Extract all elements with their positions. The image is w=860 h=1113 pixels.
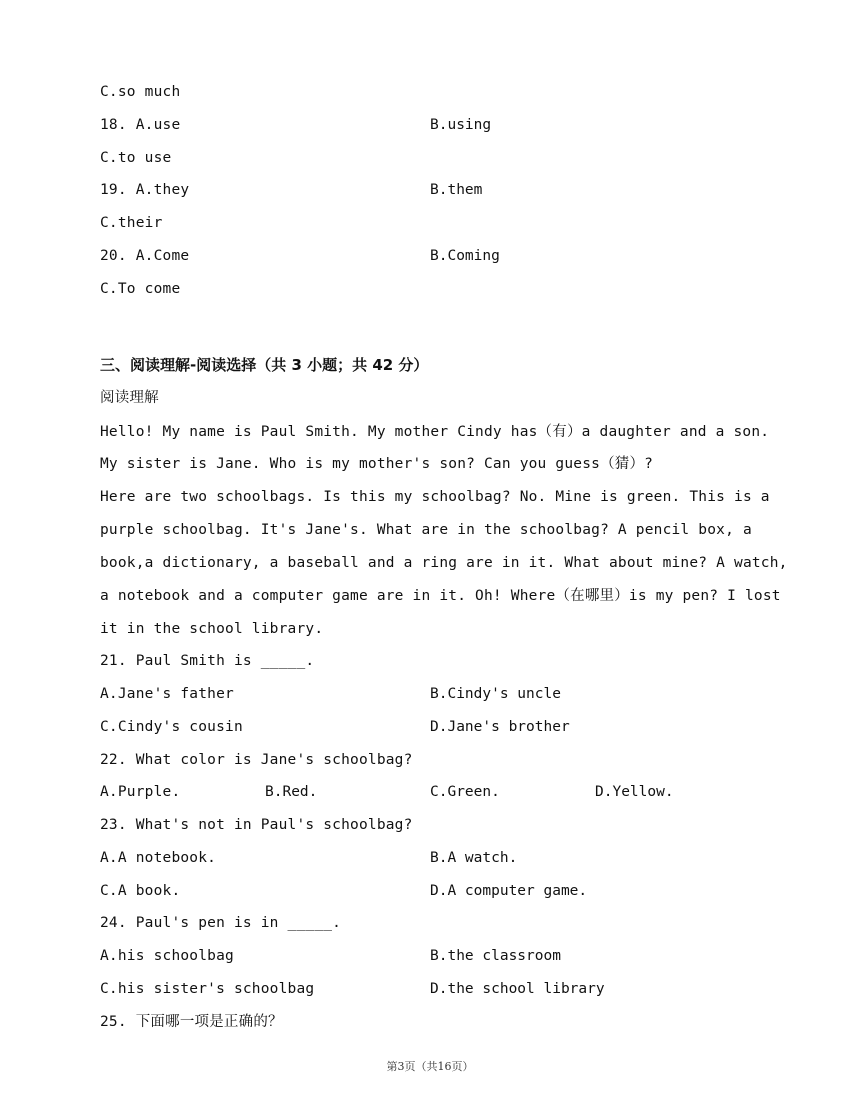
question-19-option-c: C.their bbox=[100, 215, 163, 231]
passage-line: it in the school library. bbox=[100, 621, 324, 637]
option-c-17: C.so much bbox=[100, 84, 181, 100]
question-21-stem: 21. Paul Smith is _____. bbox=[100, 653, 315, 669]
question-18-option-a: 18. A.use bbox=[100, 117, 181, 133]
question-24-option-c: C.his sister's schoolbag bbox=[100, 981, 315, 997]
question-19-option-b: B.them bbox=[430, 182, 483, 198]
passage-line: Here are two schoolbags. Is this my schoolbag? No. Mine is green. This is a bbox=[100, 489, 770, 505]
question-25-stem: 25. 下面哪一项是正确的？ bbox=[100, 1014, 283, 1030]
question-21-option-d: D.Jane's brother bbox=[430, 719, 570, 735]
question-22-option-d: D.Yellow. bbox=[595, 784, 674, 800]
question-23-option-b: B.A watch. bbox=[430, 850, 518, 866]
passage-line: Hello! My name is Paul Smith. My mother Cindy has（有）a daughter and a son. bbox=[100, 424, 770, 440]
question-18-option-c: C.to use bbox=[100, 150, 172, 166]
question-24-option-a: A.his schoolbag bbox=[100, 948, 234, 964]
question-18-option-b: B.using bbox=[430, 117, 492, 133]
question-20-option-b: B.Coming bbox=[430, 248, 500, 264]
question-23-option-c: C.A book. bbox=[100, 883, 181, 899]
question-20-option-c: C.To come bbox=[100, 281, 181, 297]
question-23-option-d: D.A computer game. bbox=[430, 883, 588, 899]
passage-line: a notebook and a computer game are in it. Oh! Where（在哪里）is my pen? I lost bbox=[100, 588, 781, 604]
question-22-option-c: C.Green. bbox=[430, 784, 500, 800]
passage-line: My sister is Jane. Who is my mother's son? Can you guess（猜）? bbox=[100, 456, 654, 472]
question-20-option-a: 20. A.Come bbox=[100, 248, 190, 264]
question-21-option-b: B.Cindy's uncle bbox=[430, 686, 561, 702]
question-22-option-a: A.Purple. bbox=[100, 784, 181, 800]
question-21-option-c: C.Cindy's cousin bbox=[100, 719, 243, 735]
question-23-option-a: A.A notebook. bbox=[100, 850, 217, 866]
passage-line: book,a dictionary, a baseball and a ring are in it. What about mine? A watch, bbox=[100, 555, 788, 571]
passage-line: purple schoolbag. It's Jane's. What are in the schoolbag? A pencil box, a bbox=[100, 522, 752, 538]
question-23-stem: 23. What's not in Paul's schoolbag? bbox=[100, 817, 413, 833]
section-subtitle: 阅读理解 bbox=[100, 390, 159, 406]
page-footer: 第3页（共16页） bbox=[386, 1060, 474, 1073]
question-19-option-a: 19. A.they bbox=[100, 182, 190, 198]
question-24-stem: 24. Paul's pen is in _____. bbox=[100, 915, 342, 931]
question-24-option-b: B.the classroom bbox=[430, 948, 561, 964]
question-21-option-a: A.Jane's father bbox=[100, 686, 234, 702]
question-22-option-b: B.Red. bbox=[265, 784, 318, 800]
section-title: 三、阅读理解-阅读选择（共 3 小题；共 42 分） bbox=[100, 356, 429, 374]
question-22-stem: 22. What color is Jane's schoolbag? bbox=[100, 752, 413, 768]
question-24-option-d: D.the school library bbox=[430, 981, 605, 997]
